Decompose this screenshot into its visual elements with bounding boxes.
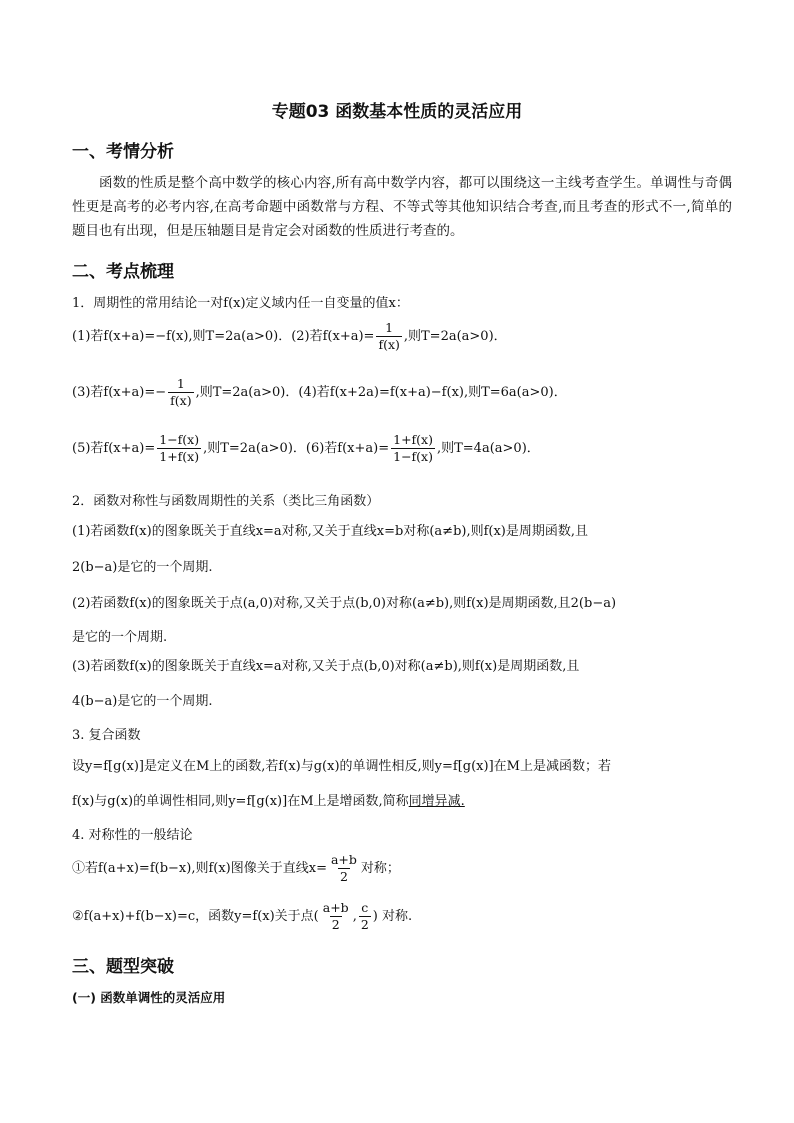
row3-text-a: (5)若f(x+a)=	[72, 441, 156, 456]
c2-text-a: ②f(a+x)+f(b−x)=c，函数y=f(x)关于点(	[72, 909, 319, 924]
item4-title: 4. 对称性的一般结论	[72, 828, 193, 843]
row1-num: 1	[385, 320, 394, 335]
row1-den: f(x)	[378, 337, 400, 352]
c1-fraction	[329, 852, 359, 885]
c2-num1: a+b	[322, 900, 349, 915]
row3-den1: 1+f(x)	[159, 449, 200, 464]
row3-fraction-1	[157, 432, 201, 465]
item3-underlined: 同增异减.	[408, 794, 465, 809]
c2-den2: 2	[360, 917, 369, 932]
row3-den2: 1−f(x)	[393, 449, 433, 464]
c1-text-a: ①若f(a+x)=f(b−x),则f(x)图像关于直线x=	[72, 861, 327, 876]
item2-p3a: (3)若函数f(x)的图象既关于直线x=a对称,又关于点(b,0)对称(a≠b),则f(x)是周期函数,且	[72, 659, 580, 674]
c2-num2: c	[361, 900, 369, 915]
row3-text-b: ,则T=2a(a>0)．(6)若f(x+a)=	[203, 441, 390, 456]
periodic-row-2	[72, 376, 567, 409]
analysis-paragraph	[72, 171, 732, 243]
row3-fraction-2	[391, 432, 435, 465]
item2-p2a: (2)若函数f(x)的图象既关于点(a,0)对称,又关于点(b,0)对称(a≠b),则f(x)是周期函数,且2(b−a)	[72, 596, 617, 611]
row2-fraction	[168, 376, 193, 409]
c2-text-b: ) 对称.	[372, 909, 413, 924]
row3-num1: 1−f(x)	[159, 432, 200, 447]
item3-p1b: f(x)与g(x)的单调性相同,则y=f[g(x)]在M上是增函数,简称	[72, 794, 409, 809]
item3-title: 3. 复合函数	[72, 728, 141, 743]
item2-p3b: 4(b−a)是它的一个周期.	[72, 694, 213, 709]
row2-den: f(x)	[170, 393, 192, 408]
section-heading-types: 三、题型突破	[72, 957, 174, 977]
c2-sep: ,	[352, 909, 357, 924]
item1-title: 1．周期性的常用结论一对f(x)定义域内任一自变量的值x：	[72, 296, 409, 311]
periodic-row-1	[72, 320, 507, 353]
c2-den1: 2	[331, 917, 340, 932]
periodic-row-3	[72, 432, 540, 465]
symmetry-conclusion-2	[72, 900, 412, 933]
row1-text-a: (1)若f(x+a)=−f(x),则T=2a(a>0)．(2)若f(x+a)=	[72, 329, 375, 344]
item2-p1b: 2(b−a)是它的一个周期.	[72, 560, 213, 575]
subsection-monotonicity: (一) 函数单调性的灵活应用	[72, 990, 226, 1005]
section-heading-analysis: 一、考情分析	[72, 142, 174, 162]
item2-title: 2．函数对称性与函数周期性的关系（类比三角函数）	[72, 494, 380, 509]
c2-fraction-2	[359, 900, 371, 933]
c2-fraction-1	[321, 900, 351, 933]
row2-text-a: (3)若f(x+a)=−	[72, 385, 167, 400]
row1-fraction	[376, 320, 401, 353]
analysis-text: 函数的性质是整个高中数学的核心内容,所有高中数学内容，都可以围绕这一主线考查学生。单调性与奇偶性更是高考的必考内容,在高考命题中函数常与方程、不等式等其他知识结合考查,而且考查的形式不一,简单的题目也有出现，但是压轴题目是肯定会对函数的性质进行考查的。	[72, 175, 732, 239]
c1-num: a+b	[330, 852, 357, 867]
item3-p1a: 设y=f[g(x)]是定义在M上的函数,若f(x)与g(x)的单调性相反,则y=f[g(x)]在M上是减函数；若	[72, 759, 611, 774]
c1-text-b: 对称；	[360, 861, 400, 876]
page-title: 专题03 函数基本性质的灵活应用	[271, 102, 523, 122]
row2-num: 1	[176, 376, 185, 391]
item2-p2b: 是它的一个周期.	[72, 630, 168, 645]
row3-text-c: ,则T=4a(a>0)．	[436, 441, 540, 456]
section-heading-points: 二、考点梳理	[72, 262, 174, 282]
symmetry-conclusion-1	[72, 852, 400, 885]
item2-p1a: (1)若函数f(x)的图象既关于直线x=a对称,又关于直线x=b对称(a≠b),则f(x)是周期函数,且	[72, 524, 589, 539]
row1-text-b: ,则T=2a(a>0)．	[403, 329, 507, 344]
row2-text-b: ,则T=2a(a>0)．(4)若f(x+2a)=f(x+a)−f(x),则T=6a(a>0)．	[195, 385, 567, 400]
c1-den: 2	[339, 869, 348, 884]
row3-num2: 1+f(x)	[393, 432, 433, 447]
item3-p1b-line	[72, 790, 465, 809]
